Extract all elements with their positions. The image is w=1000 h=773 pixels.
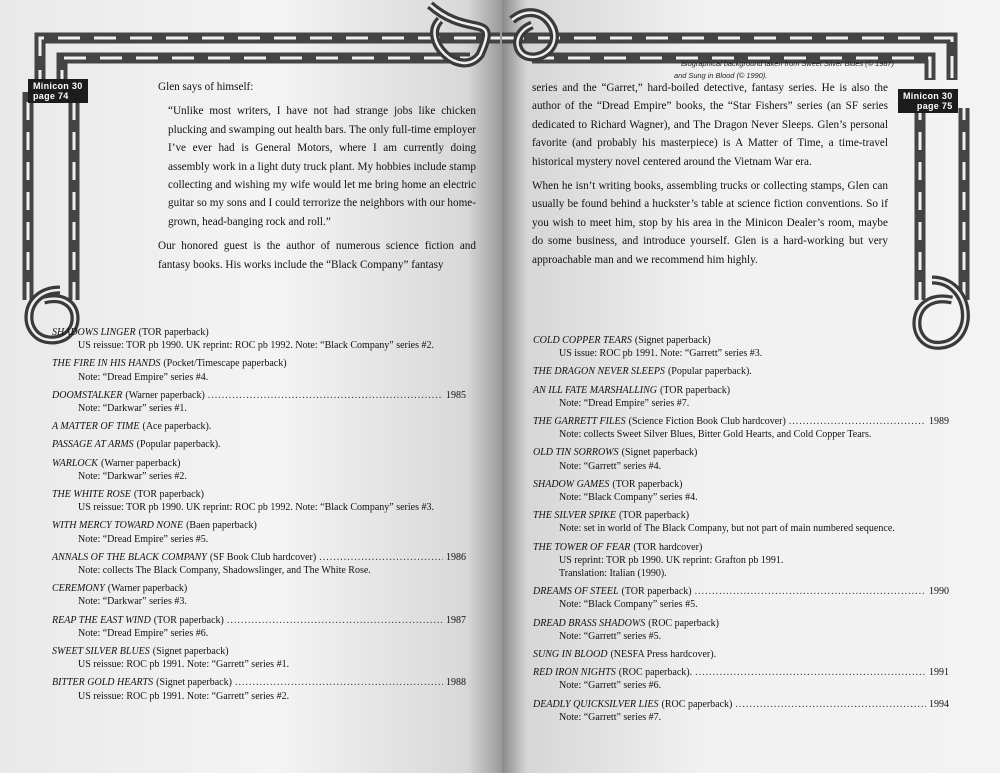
book-publisher: (Signet paperback) — [152, 646, 229, 658]
book-title: AN ILL FATE MARSHALLING — [533, 384, 657, 396]
book-year: 1989 — [929, 416, 949, 428]
book-publisher: (Science Fiction Book Club hardcover) — [628, 416, 786, 428]
book-title: THE DRAGON NEVER SLEEPS — [533, 366, 665, 378]
book-entry — [533, 446, 949, 472]
book-publisher: (ROC paperback). — [618, 667, 693, 679]
book-entry — [533, 384, 949, 410]
book-entry-heading — [533, 585, 949, 598]
book-note: Note: “Dread Empire” series #7. — [559, 397, 690, 409]
book-entry — [52, 457, 466, 483]
tab-line-2: page 75 — [916, 101, 953, 111]
book-note: Note: “Dread Empire” series #5. — [78, 533, 209, 545]
book-title: DREAMS OF STEEL — [533, 586, 619, 598]
book-entry — [533, 365, 949, 378]
book-title: THE SILVER SPIKE — [533, 510, 616, 522]
book-entry-heading — [533, 648, 949, 661]
book-entry — [533, 698, 949, 724]
book-entry — [52, 519, 466, 545]
book-title: WARLOCK — [52, 457, 98, 469]
book-entry-heading — [533, 698, 949, 711]
dot-leader — [208, 389, 443, 402]
book-title: RED IRON NIGHTS — [533, 667, 616, 679]
book-title: PASSAGE AT ARMS — [52, 439, 134, 451]
book-entry-heading — [52, 645, 466, 658]
self-quote: “Unlike most writers, I have not had strange jobs like chicken plucking and swamping out health bars. The only full-time employer I’ve ever had is General Motors, where I am currently doing assembly work in a light duty truck plant. My hobbies include stamp collecting and wishing my wife would let me bring home an electric guitar so my sons and I could terrorize the neighbors with our home-grown, head-banging rock and roll.” — [168, 105, 477, 228]
book-entry-heading — [52, 420, 466, 433]
tab-line-1: Minicon 30 — [903, 91, 953, 101]
book-entry-heading — [52, 488, 466, 501]
dot-leader — [695, 666, 926, 679]
book-title: THE GARRETT FILES — [533, 416, 626, 428]
book-title: A MATTER OF TIME — [52, 421, 140, 433]
book-note: US reissue: TOR pb 1990. UK reprint: ROC pb 1992. Note: “Black Company” series #2. — [78, 340, 434, 352]
book-note: Note: “Garrett” series #4. — [559, 460, 662, 472]
book-title: COLD COPPER TEARS — [533, 335, 632, 346]
dot-leader — [235, 676, 443, 689]
book-entry-heading — [533, 446, 949, 459]
book-note: Note: “Darkwar” series #3. — [78, 596, 187, 608]
book-entry-heading — [52, 614, 466, 627]
book-entry-heading — [52, 457, 466, 470]
book-note: Note: “Darkwar” series #2. — [78, 470, 187, 482]
book-entry — [533, 415, 949, 441]
book-note: Note: collects Sweet Silver Blues, Bitter Gold Hearts, and Cold Copper Tears. — [559, 429, 872, 441]
book-note: Note: “Dread Empire” series #4. — [78, 371, 209, 383]
left-prose — [158, 78, 476, 280]
book-publisher: (TOR paperback) — [660, 384, 731, 396]
book-entry-heading — [533, 365, 949, 378]
book-note: Note: “Black Company” series #5. — [559, 599, 698, 611]
book-entry — [52, 582, 466, 608]
book-entry-heading — [533, 415, 949, 428]
book-note: US issue: ROC pb 1991. Note: “Garrett” series #3. — [559, 348, 763, 360]
book-note: Translation: Italian (1990). — [559, 568, 667, 580]
book-entry-heading — [52, 519, 466, 532]
book-publisher: (TOR paperback) — [138, 327, 209, 338]
book-publisher: (Warner paperback) — [125, 389, 205, 401]
book-publisher: (Signet paperback) — [621, 447, 698, 459]
book-note: Note: set in world of The Black Company, but not part of main numbered sequence. — [559, 523, 895, 535]
book-title: DEADLY QUICKSILVER LIES — [533, 698, 659, 710]
book-entry — [533, 666, 949, 692]
book-note: Note: “Garrett” series #7. — [559, 711, 662, 723]
caption-line-1: Biographical background taken from Sweet Silver Blues (© 1987) — [681, 59, 894, 68]
book-publisher: (Signet paperback) — [156, 677, 232, 689]
book-entry-heading — [52, 676, 466, 689]
book-note: Note: “Garrett” series #6. — [559, 680, 662, 692]
dot-leader — [695, 585, 926, 598]
book-entry — [52, 389, 466, 415]
book-entry — [52, 551, 466, 577]
dot-leader — [319, 551, 443, 564]
book-entry-heading — [533, 666, 949, 679]
dot-leader — [735, 698, 926, 711]
book-title: WITH MERCY TOWARD NONE — [52, 520, 184, 532]
dot-leader — [227, 614, 443, 627]
book-entry — [52, 614, 466, 640]
book-publisher: (NESFA Press hardcover). — [610, 649, 717, 661]
book-publisher: (Popular paperback). — [136, 439, 221, 451]
book-entry — [533, 334, 949, 360]
book-entry — [52, 438, 466, 451]
book-publisher: (TOR paperback) — [133, 489, 204, 501]
book-entry-heading — [52, 389, 466, 402]
book-year: 1987 — [446, 614, 466, 626]
book-publisher: (TOR hardcover) — [633, 541, 703, 553]
book-entry-heading — [52, 357, 466, 370]
bibliography-left — [52, 326, 466, 708]
book-title: OLD TIN SORROWS — [533, 447, 619, 459]
book-title: THE FIRE IN HIS HANDS — [52, 358, 161, 370]
book-note: Note: collects The Black Company, Shadowslinger, and The White Rose. — [78, 565, 371, 577]
book-entry — [533, 617, 949, 643]
book-entry-heading — [533, 509, 949, 522]
book-title: THE WHITE ROSE — [52, 489, 131, 501]
book-note: Note: “Black Company” series #4. — [559, 492, 698, 504]
book-publisher: (SF Book Club hardcover) — [209, 551, 317, 563]
right-prose — [532, 79, 888, 275]
book-note: US reissue: ROC pb 1991. Note: “Garrett” series #2. — [78, 690, 290, 702]
book-publisher: (Warner paperback) — [100, 457, 181, 469]
book-publisher: (Pocket/Timescape paperback) — [163, 358, 287, 370]
book-entry — [533, 648, 949, 661]
book-entry-heading — [52, 438, 466, 451]
page-tab — [898, 89, 958, 113]
bio-paragraph-2: When he isn’t writing books, assembling trucks or collecting stamps, Glen can usually be found behind a huckster’s table at science fiction conventions. So if you wish to meet him, stop by his area in the Minicon Dealer’s room, maybe do some business, and introduce yourself. Glen is a hard-working but very approachable man and we recommend him highly. — [532, 180, 888, 266]
book-entry — [533, 585, 949, 611]
caption-line-2: and Sung in Blood (© 1990). — [674, 71, 768, 80]
book-title: CEREMONY — [52, 583, 105, 595]
book-year: 1986 — [446, 551, 466, 563]
book-note: US reissue: TOR pb 1990. UK reprint: ROC pb 1992. Note: “Black Company” series #3. — [78, 502, 434, 514]
book-entry-heading — [533, 541, 949, 554]
book-publisher: (TOR paperback) — [153, 614, 224, 626]
book-publisher: (ROC paperback) — [648, 617, 720, 629]
book-entry-heading — [533, 478, 949, 491]
book-title: DOOMSTALKER — [52, 389, 123, 401]
page-tab — [28, 79, 88, 103]
book-year: 1991 — [929, 667, 949, 679]
book-year: 1994 — [929, 698, 949, 710]
book-publisher: (Baen paperback) — [186, 520, 257, 532]
book-entry — [52, 676, 466, 702]
right-page — [502, 0, 1000, 773]
bibliography-right — [533, 334, 949, 729]
book-entry-heading — [533, 334, 949, 347]
book-year: 1985 — [446, 389, 466, 401]
book-note: US reissue: ROC pb 1991. Note: “Garrett” series #1. — [78, 659, 290, 671]
book-title: DREAD BRASS SHADOWS — [533, 617, 646, 629]
book-entry-heading — [52, 326, 466, 339]
book-entry — [533, 541, 949, 581]
book-title: SHADOW GAMES — [533, 478, 610, 490]
book-year: 1990 — [929, 586, 949, 598]
dot-leader — [789, 415, 926, 428]
book-entry — [52, 357, 466, 383]
book-publisher: (TOR paperback) — [612, 478, 683, 490]
tab-line-2: page 74 — [33, 91, 69, 101]
book-title: THE TOWER OF FEAR — [533, 541, 631, 553]
book-publisher: (TOR paperback) — [618, 510, 690, 522]
body-text: Our honored guest is the author of numerous science fiction and fantasy books. His works include the “Black Company” fantasy — [158, 240, 476, 271]
book-entry-heading — [533, 384, 949, 397]
book-note: Note: “Garrett” series #5. — [559, 630, 662, 642]
book-entry-heading — [533, 617, 949, 630]
book-publisher: (TOR paperback) — [621, 586, 692, 598]
book-publisher: (Warner paperback) — [107, 583, 188, 595]
book-note: Note: “Darkwar” series #1. — [78, 403, 187, 415]
book-year: 1988 — [446, 677, 466, 689]
book-publisher: (Popular paperback). — [667, 366, 752, 378]
book-entry — [533, 509, 949, 535]
book-title: SWEET SILVER BLUES — [52, 646, 150, 658]
book-publisher: (Ace paperback). — [142, 421, 212, 433]
book-title: ANNALS OF THE BLACK COMPANY — [52, 551, 207, 563]
tab-line-1: Minicon 30 — [33, 81, 83, 91]
book-title: SHADOWS LINGER — [52, 327, 136, 338]
book-entry-heading — [52, 551, 466, 564]
book-note: Note: “Dread Empire” series #6. — [78, 627, 209, 639]
book-publisher: (Signet paperback) — [634, 335, 711, 346]
book-entry — [533, 478, 949, 504]
book-entry — [52, 645, 466, 671]
book-entry — [52, 420, 466, 433]
intro-text: Glen says of himself: — [158, 81, 254, 93]
book-entry-heading — [52, 582, 466, 595]
book-publisher: (ROC paperback) — [661, 698, 733, 710]
book-title: SUNG IN BLOOD — [533, 649, 608, 661]
book-note: US reprint: TOR pb 1990. UK reprint: Grafton pb 1991. — [559, 554, 784, 566]
bio-paragraph-1: series and the “Garret,” hard-boiled detective, fantasy series. He is also the author of the “Dread Empire” books, the “Star Fishers” series (an SF series dedicated to Richard Wagner), and The Dragon Never Sleeps. Glen’s personal favorite (and probably his masterpiece) is A Matter of Time, a time-travel historical mystery novel centered around the Vietnam War era. — [532, 82, 888, 168]
book-title: REAP THE EAST WIND — [52, 614, 151, 626]
book-title: BITTER GOLD HEARTS — [52, 677, 154, 689]
book-entry — [52, 488, 466, 514]
book-entry — [52, 326, 466, 352]
